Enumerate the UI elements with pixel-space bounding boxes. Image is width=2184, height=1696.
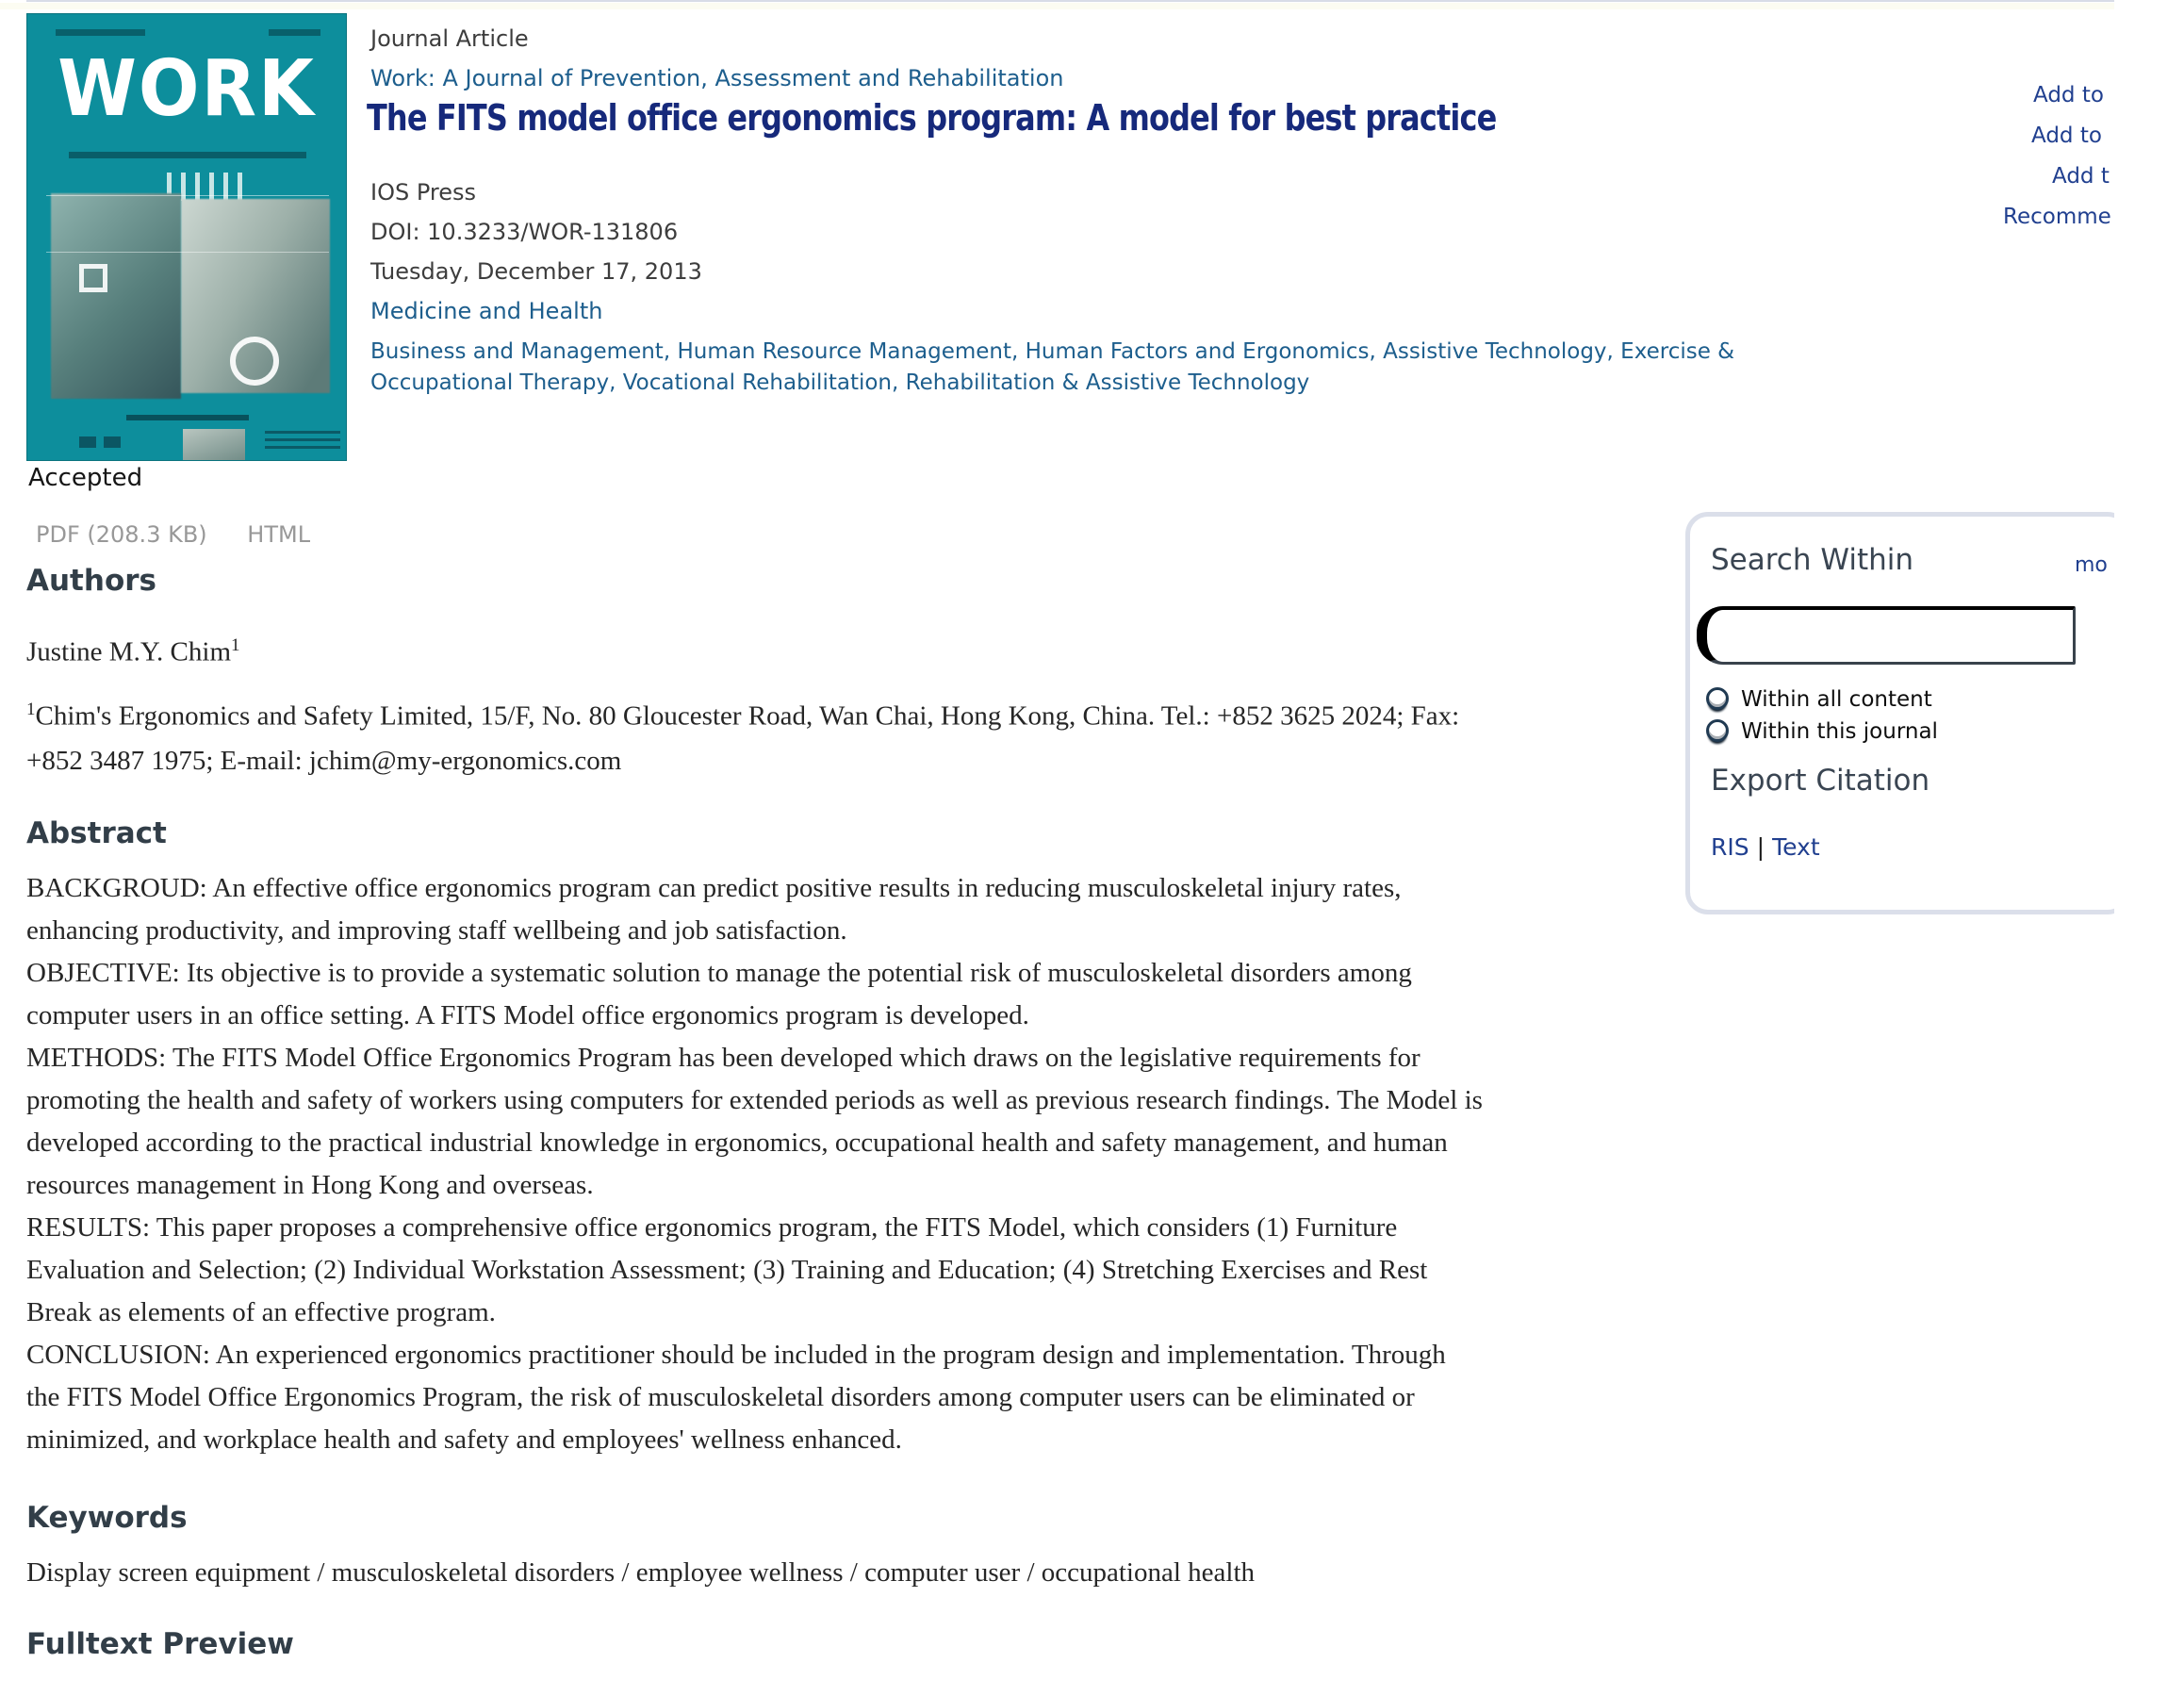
- download-links: [36, 521, 310, 548]
- top-accent-band: [0, 3, 2114, 9]
- html-download-link[interactable]: HTML: [247, 521, 311, 548]
- subject-link[interactable]: Human Factors and Ergonomics: [1025, 339, 1370, 364]
- cover-text-block: [265, 431, 340, 452]
- cover-grid-line: [46, 252, 329, 253]
- radio-label-this-journal: Within this journal: [1741, 719, 1938, 744]
- keywords-heading: Keywords: [26, 1501, 188, 1535]
- search-within-panel: [1685, 512, 2114, 914]
- keywords-text: Display screen equipment / musculoskeletal disorders / employee wellness / computer user / occupational health: [26, 1557, 1256, 1588]
- author-name: [26, 635, 240, 668]
- cover-issn-text: [269, 29, 320, 36]
- cover-circle-outline: [230, 337, 279, 386]
- affiliation-text: Chim's Ergonomics and Safety Limited, 15/F, No. 80 Gloucester Road, Wan Chai, Hong Kong, China. Tel.: +852 3625 2024; Fax: +852 3487 1975; E-mail: jchim@my-ergonomics.com: [26, 700, 1460, 776]
- action-link[interactable]: Add t: [2052, 164, 2110, 189]
- abstract-paragraph: OBJECTIVE: Its objective is to provide a systematic solution to manage the potential risk of musculoskeletal disorders among computer users in an office setting. A FITS Model office ergonomics program is developed.: [26, 958, 1412, 1030]
- article-type-label: Journal Article: [370, 25, 529, 52]
- more-options-link[interactable]: mo: [2075, 553, 2108, 577]
- abstract-text: [26, 867, 1486, 1461]
- ris-export-link[interactable]: RIS: [1711, 833, 1749, 861]
- radio-label-all-content: Within all content: [1741, 687, 1932, 712]
- cover-volume-text: [56, 29, 145, 36]
- action-link[interactable]: Add to: [2031, 123, 2102, 148]
- abstract-paragraph: METHODS: The FITS Model Office Ergonomics Program has been developed which draws on the legislative requirements for promoting the health and safety of workers using computers for extended periods as well as previous research findings. The Model is developed according to the practical industrial knowledge in ergonomics, occupational health and safety management, and human resources management in Hong Kong and overseas.: [26, 1043, 1483, 1200]
- affiliation-marker: 1: [26, 700, 36, 719]
- subject-link[interactable]: Rehabilitation & Assistive Technology: [905, 370, 1310, 395]
- cover-square-outline: [79, 264, 107, 292]
- article-title: The FITS model office ergonomics program: A model for best practice: [367, 97, 1497, 139]
- ios-press-logo: [79, 436, 123, 448]
- cover-photo-bottom: [183, 429, 245, 461]
- doi-label: DOI: 10.3233/WOR-131806: [370, 219, 679, 245]
- publication-date: Tuesday, December 17, 2013: [370, 258, 702, 285]
- radio-within-all-content[interactable]: [1706, 687, 1729, 710]
- search-within-heading: Search Within: [1711, 543, 1914, 577]
- publisher-label: IOS Press: [370, 179, 476, 206]
- subject-link[interactable]: Exercise & Occupational Therapy: [370, 339, 1735, 395]
- author-affiliation: [26, 687, 1478, 783]
- subject-link[interactable]: Assistive Technology: [1383, 339, 1607, 364]
- action-link[interactable]: Add to: [2033, 83, 2104, 107]
- cover-photo-left: [51, 193, 181, 399]
- journal-title-link[interactable]: Work: A Journal of Prevention, Assessment and Rehabilitation: [370, 65, 1064, 91]
- subject-link[interactable]: Business and Management: [370, 339, 664, 364]
- text-export-link[interactable]: Text: [1772, 833, 1820, 861]
- export-citation-links: [1711, 833, 1820, 861]
- link-separator: |: [1756, 833, 1765, 861]
- radio-within-this-journal[interactable]: [1706, 719, 1729, 742]
- export-citation-heading: Export Citation: [1711, 764, 1930, 798]
- abstract-heading: Abstract: [26, 816, 167, 850]
- search-input[interactable]: [1697, 606, 2076, 665]
- pdf-download-link[interactable]: PDF (208.3 KB): [36, 521, 207, 548]
- subject-link[interactable]: Human Resource Management: [677, 339, 1012, 364]
- subject-links: Business and Management, Human Resource Management, Human Factors and Ergonomics, Assistive Technology, Exercise & Occupational Therapy, Vocational Rehabilitation, Rehabilitation & Assistive Technology: [370, 339, 1735, 395]
- journal-cover-thumbnail[interactable]: [26, 13, 347, 461]
- subject-link[interactable]: Vocational Rehabilitation: [622, 370, 893, 395]
- abstract-paragraph: BACKGROUD: An effective office ergonomics program can predict positive results in reducing musculoskeletal injury rates, enhancing productivity, and improving staff wellbeing and job satisfaction.: [26, 873, 1402, 946]
- top-divider: [26, 0, 2114, 2]
- fulltext-preview-heading: Fulltext Preview: [26, 1627, 294, 1661]
- status-badge: Accepted: [28, 464, 143, 492]
- author-name-text: Justine M.Y. Chim: [26, 636, 232, 667]
- cover-grid-line: [46, 195, 329, 196]
- action-link[interactable]: Recomme: [2003, 205, 2111, 229]
- authors-heading: Authors: [26, 564, 156, 598]
- cover-title: WORK: [57, 42, 316, 134]
- author-superscript: 1: [231, 635, 240, 655]
- category-link[interactable]: Medicine and Health: [370, 298, 603, 324]
- abstract-paragraph: RESULTS: This paper proposes a comprehensive office ergonomics program, the FITS Model, which considers (1) Furniture Evaluation and Selection; (2) Individual Workstation Assessment; (3) Training and Education; (4) Stretching Exercises and Rest Break as elements of an effective program.: [26, 1212, 1428, 1327]
- cover-editor-line: [126, 415, 249, 420]
- abstract-paragraph: CONCLUSION: An experienced ergonomics practitioner should be included in the program design and implementation. Through the FITS Model Office Ergonomics Program, the risk of musculoskeletal disorders among computer users can be eliminated or minimized, and workplace health and safety and employees' wellness enhanced.: [26, 1340, 1446, 1455]
- cover-subtitle-bar: [69, 152, 306, 158]
